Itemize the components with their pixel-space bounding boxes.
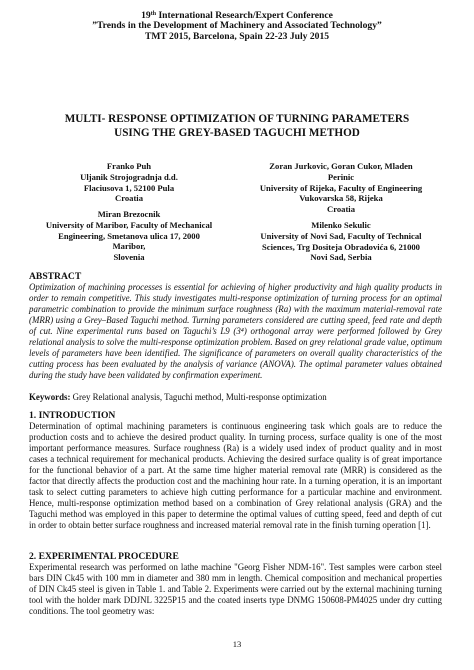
- section-heading-experimental: 2. EXPERIMENTAL PROCEDURE: [29, 551, 179, 562]
- paper-title: MULTI- RESPONSE OPTIMIZATION OF TURNING PARAMETERS USING THE GREY-BASED TAGUCHI METHOD: [64, 113, 410, 139]
- author-block-left-bottom: Miran Brezocnik University of Maribor, Faculty of Mechanical Engineering, Smetanova ulica 17, 2000 Maribor, Slovenia: [45, 209, 213, 263]
- abstract-heading: ABSTRACT: [29, 271, 82, 282]
- author-block-left-top: Franko Puh Uljanik Strojogradnja d.d. Flaciusova 1, 52100 Pula Croatia: [80, 161, 178, 204]
- keywords: Keywords: Grey Relational analysis, Taguchi method, Multi-response optimization: [29, 392, 327, 402]
- conference-line-1: 19th International Research/Expert Conference: [141, 10, 333, 21]
- section-heading-introduction: 1. INTRODUCTION: [29, 410, 116, 421]
- author-block-right-top: Zoran Jurkovic, Goran Cukor, Mladen Perinic University of Rijeka, Faculty of Engineering Vukovarska 58, Rijeka Croatia: [259, 161, 423, 215]
- page-number: 13: [232, 639, 242, 649]
- section-text-experimental: Experimental research was performed on lathe machine "Georg Fisher NDM-16". Test samples were carbon steel bars DIN Ck45 with 100 mm in diameter and 380 mm in length. Chemical composition and mechanical properties of DIN Ck45 steel is given in Table 1. and Table 2. Experiments were carried out by the external machining turning tool with the holder mark DDJNL 3225P15 and the coated inserts type DNMG 150608-PM4025 under dry cutting conditions. The tool geometry was:: [29, 562, 442, 616]
- conference-line-2: ”Trends in the Development of Machinery and Associated Technology”: [92, 20, 382, 31]
- section-text-introduction: Determination of optimal machining parameters is continuous engineering task which goals are to reduce the production costs and to achieve the desired product quality. In turning process, surface quality is one of the most important performance measures. Surface roughness (Ra) is a widely used index of product quality and in most cases a technical requirement for mechanical products. Achieving the desired surface quality is of great importance for the functional behavior of a part. At the same time higher material removal rate (MRR) is considered as the factor that directly affects the production cost and the machining hour rate. In a turning operation, it is an important task to select cutting parameters to achieve high cutting performance for a particular machine and environment. Hence, multi-response optimization method based on a combination of Grey relational analysis (GRA) and the Taguchi method was employed in this paper to determine the optimal values of cutting speed, feed and depth of cut in order to obtain better surface roughness and increased material removal rate in the finish turning operation [1].: [29, 421, 442, 530]
- author-block-right-bottom: Milenko Sekulic University of Novi Sad, Faculty of Technical Sciences, Trg Dositeja Obradovića 6, 21000 Novi Sad, Serbia: [260, 220, 422, 263]
- abstract-text: Optimization of machining processes is essential for achieving of higher productivity and high quality products in order to remain competitive. This study investigates multi-response optimization of turning process for an optimal parametric combination to provide the minimum surface roughness (Ra) with the maximum material-removal rate (MRR) using a Grey–Based Taguchi method. Turning parameters considered are cutting speed, feed rate and depth of cut. Nine experimental runs based on Taguchi’s L9 (3⁴) orthogonal array were performed followed by Grey relational analysis to solve the multi-response optimization problem. Based on grey relational grade value, optimum levels of parameters have been identified. The significance of parameters on overall quality characteristics of the cutting process has been evaluated by the analysis of variance (ANOVA). The optimal parameter values obtained during the study have been validated by confirmation experiment.: [29, 282, 442, 380]
- conference-line-3: TMT 2015, Barcelona, Spain 22-23 July 2015: [144, 31, 330, 42]
